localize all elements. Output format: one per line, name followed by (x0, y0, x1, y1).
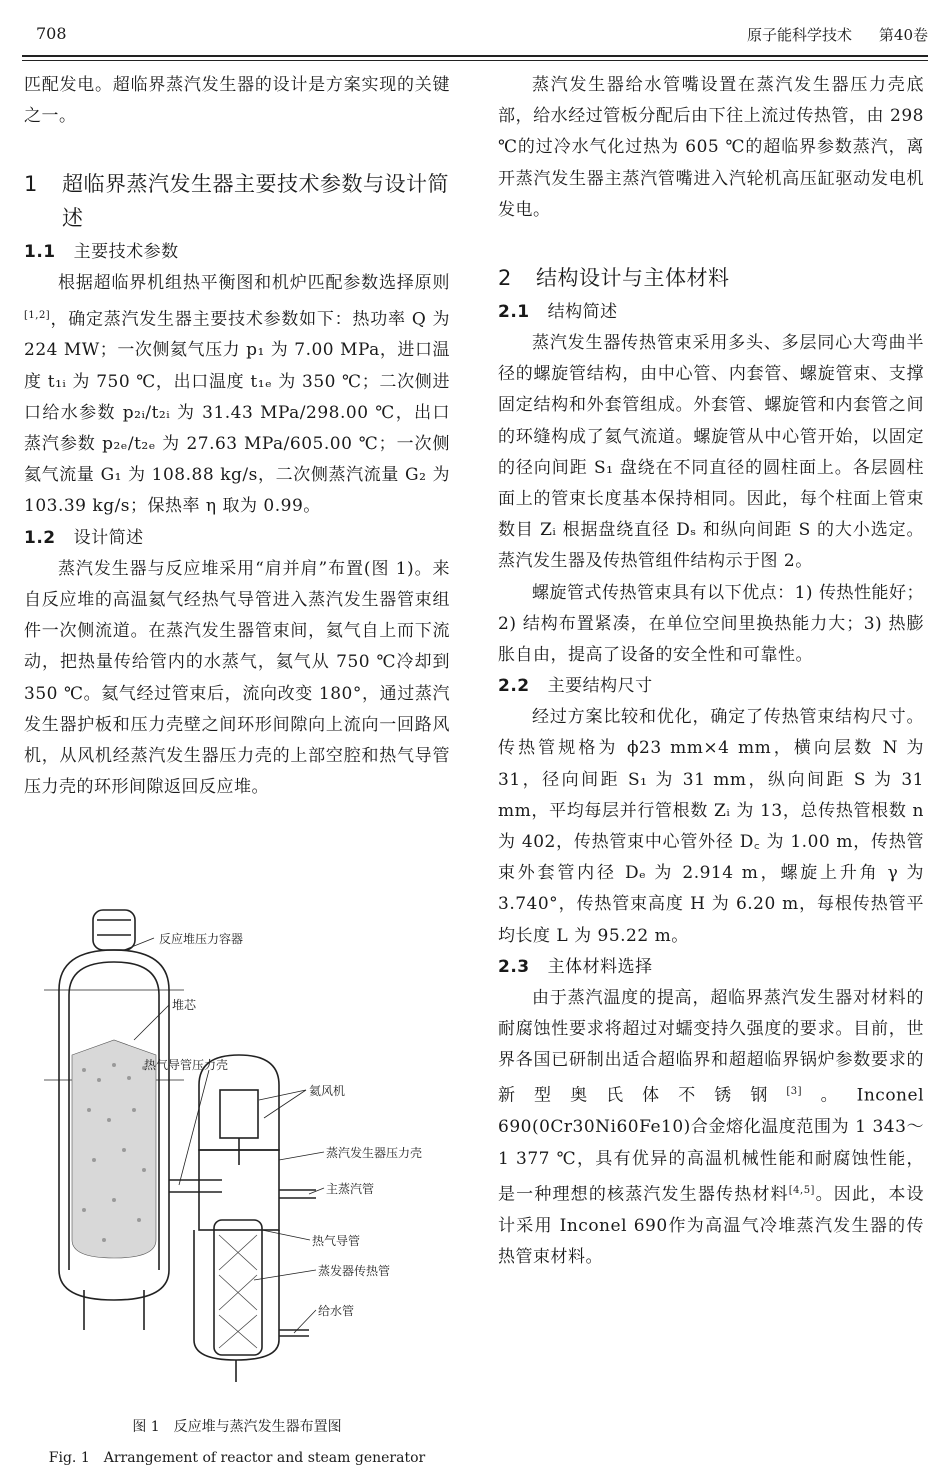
subsection-2-3-heading (498, 952, 924, 983)
page-number: 708 (36, 24, 67, 43)
paragraph-2-1-b: 螺旋管式传热管束具有以下优点：1) 传热性能好；2) 结构布置紧凑，在单位空间里换热能力大；3) 热膨胀自由，提高了设备的安全性和可靠性。 (498, 582, 924, 666)
paragraph-2-2: 经过方案比较和优化，确定了传热管束结构尺寸。传热管规格为 ϕ23 mm×4 mm，横向层数 N 为 31，径向间距 S₁ 为 31 mm，纵向间距 S 为 31 mm，平均每层并行管根数 Zᵢ 为 13，总传热管根数 n 为 402，传热管束中心管外径 D꜀ 为 1.00 m，传热管束外套管内径 Dₑ 为 2.914 m，螺旋上升角 γ 为 3.740°，传热管束高度 H 为 6.20 m，每根传热管平均长度 L 为 95.22 m。 (498, 707, 924, 946)
label-core: 堆芯 (172, 998, 197, 1012)
label-hot-duct-vessel: 热气导管压力壳 (144, 1058, 229, 1072)
subsection-2-1-number: 2.1 (498, 302, 530, 323)
volume-number: 第40卷 (878, 26, 928, 44)
subsection-2-1-heading (498, 297, 924, 328)
journal-name: 原子能科学技术 (746, 26, 852, 44)
section-2-title: 结构设计与主体材料 (536, 266, 730, 291)
subsection-1-2-heading (24, 523, 450, 554)
header-rule-thick (22, 55, 928, 57)
subsection-1-2-title: 设计简述 (73, 527, 144, 548)
subsection-2-3-title: 主体材料选择 (547, 956, 653, 977)
paragraph-1-1: 根据超临界机组热平衡图和机炉匹配参数选择原则[1,2]，确定蒸汽发生器主要技术参数如下：热功率 Q 为 224 MW；一次侧氦气压力 p₁ 为 7.00 MPa，进口温度 t₁ᵢ 为 750 ℃，出口温度 t₁ₑ 为 350 ℃；二次侧进口给水参数 p₂ᵢ/t₂ᵢ 为 31.43 MPa/298.00 ℃，出口蒸汽参数 p₂ₑ/t₂ₑ 为 27.63 MPa/605.00 ℃；一次侧氦气流量 G₁ 为 108.88 kg/s，二次侧蒸汽流量 G₂ 为 103.39 kg/s；保热率 η 取为 0.99。 (24, 273, 450, 517)
label-sg-pressure-vessel: 蒸汽发生器压力壳 (326, 1146, 423, 1160)
section-1-number: 1 (24, 172, 38, 197)
paragraph-feedwater: 蒸汽发生器给水管嘴设置在蒸汽发生器压力壳底部，给水经过管板分配后由下往上流过传热管，由 298 ℃的过冷水气化过热为 605 ℃的超临界参数蒸汽，离开蒸汽发生器主蒸汽管嘴进入汽轮机高压缸驱动发电机发电。 (498, 75, 924, 220)
figure-1-caption-en: Fig. 1 Arrangement of reactor and steam generator (48, 1450, 426, 1466)
section-2-heading (498, 261, 924, 295)
subsection-2-3-number: 2.3 (498, 956, 530, 977)
citation-1-2: [1,2] (24, 309, 51, 321)
subsection-1-1-heading (24, 237, 450, 268)
paragraph-2-1-a: 蒸汽发生器传热管束采用多头、多层同心大弯曲半径的螺旋管结构，由中心管、内套管、螺旋管束、支撑固定结构和外套管组成。外套管、螺旋管和内套管之间的环缝构成了氦气流道。螺旋管从中心管开始，以固定的径向间距 S₁ 盘绕在不同直径的圆柱面上。各层圆柱面上的管束长度基本保持相同。因此，每个柱面上管束数目 Zᵢ 根据盘绕直径 Dₛ 和纵向间距 S 的大小选定。蒸汽发生器及传热管组件结构示于图 2。 (498, 333, 924, 572)
label-hot-gas-duct: 热气导管 (312, 1234, 361, 1248)
left-column (24, 70, 450, 803)
page-header (22, 0, 928, 56)
label-feedwater-pipe: 给水管 (318, 1304, 355, 1318)
label-main-steam-pipe: 主蒸汽管 (326, 1182, 375, 1196)
subsection-1-1-number: 1.1 (24, 242, 56, 263)
section-1-title: 超临界蒸汽发生器主要技术参数与设计简述 (62, 172, 449, 231)
label-reactor-vessel: 反应堆压力容器 (159, 932, 244, 946)
figure-1-caption-cn: 图 1 反应堆与蒸汽发生器布置图 (132, 1419, 342, 1435)
header-rule-thin (22, 60, 928, 61)
citation-4-5: [4,5] (788, 1184, 815, 1196)
right-column (498, 70, 924, 1273)
subsection-1-1-title: 主要技术参数 (73, 242, 179, 263)
figure-1 (24, 890, 450, 1480)
subsection-2-2-heading (498, 671, 924, 702)
label-sg-tubes: 蒸发器传热管 (318, 1264, 391, 1278)
subsection-1-2-number: 1.2 (24, 527, 56, 548)
paragraph-2-3: 由于蒸汽温度的提高，超临界蒸汽发生器对材料的耐腐蚀性要求将超过对蠕变持久强度的要求。目前，世界各国已研制出适合超临界和超超临界锅炉参数要求的新型奥氏体不锈钢[3]。Inconel 690(0Cr30Ni60Fe10)合金熔化温度范围为 1 343～1 377 ℃，具有优异的高温机械性能和耐腐蚀性能，是一种理想的核蒸汽发生器传热材料[4,5]。因此，本设计采用 Inconel 690作为高温气冷堆蒸汽发生器的传热管束材料。 (498, 987, 925, 1267)
citation-3: [3] (786, 1086, 803, 1098)
intro-paragraph: 匹配发电。超临界蒸汽发生器的设计是方案实现的关键之一。 (24, 75, 450, 127)
section-2-number: 2 (498, 266, 512, 291)
section-1-heading (24, 167, 450, 235)
subsection-2-2-title: 主要结构尺寸 (547, 676, 653, 697)
label-helium-circulator: 氦风机 (309, 1084, 346, 1098)
paragraph-1-2: 蒸汽发生器与反应堆采用“肩并肩”布置(图 1)。来自反应堆的高温氦气经热气导管进入蒸汽发生器管束组件一次侧流道。在蒸汽发生器管束间，氦气自上而下流动，把热量传给管内的水蒸气，氦气从 750 ℃冷却到 350 ℃。氦气经过管束后，流向改变 180°，通过蒸汽发生器护板和压力壳壁之间环形间隙向上流向一回路风机，从风机经蒸汽发生器压力壳的上部空腔和热气导管压力壳的环形间隙返回反应堆。 (24, 558, 450, 798)
subsection-2-1-title: 结构简述 (547, 302, 618, 323)
subsection-2-2-number: 2.2 (498, 676, 530, 697)
